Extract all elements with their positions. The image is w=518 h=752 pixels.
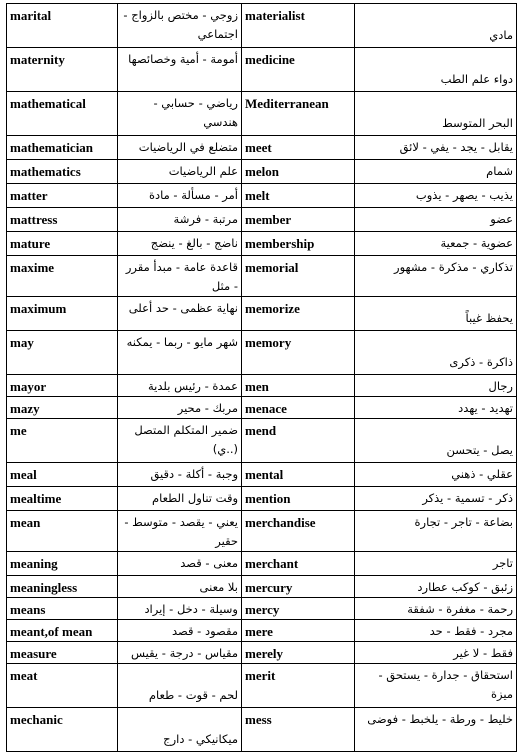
arabic-meaning-left: ناضج - بالغ - ينضج <box>118 232 242 256</box>
arabic-meaning-left: بلا معنى <box>118 576 242 598</box>
arabic-meaning-left: لحم - قوت - طعام <box>118 664 242 708</box>
table-row <box>7 297 517 331</box>
english-term-right: Mediterranean <box>242 92 355 136</box>
english-term-right: meet <box>242 136 355 160</box>
arabic-meaning-left: ضمير المتكلم المتصل (..ي) <box>118 419 242 463</box>
english-term-left: mathematician <box>7 136 118 160</box>
english-term-right: merit <box>242 664 355 708</box>
english-term-left: mattress <box>7 208 118 232</box>
english-term-left: may <box>7 331 118 375</box>
arabic-meaning-right: رجال <box>355 375 517 397</box>
arabic-meaning-right: يحفظ غيباً <box>355 297 517 331</box>
english-term-right: merely <box>242 642 355 664</box>
english-term-left: mayor <box>7 375 118 397</box>
english-term-right: mental <box>242 463 355 487</box>
table-row <box>7 511 517 552</box>
english-term-left: means <box>7 598 118 620</box>
arabic-meaning-right: بضاعة - تاجر - تجارة <box>355 511 517 552</box>
arabic-meaning-right: ذاكرة - ذكرى <box>355 331 517 375</box>
english-term-right: mercy <box>242 598 355 620</box>
table-row <box>7 620 517 642</box>
english-term-left: measure <box>7 642 118 664</box>
table-row <box>7 136 517 160</box>
glossary-table <box>6 3 517 752</box>
arabic-meaning-left: شهر مايو - ربما - يمكنه <box>118 331 242 375</box>
table-row <box>7 598 517 620</box>
english-term-left: meal <box>7 463 118 487</box>
english-term-right: memory <box>242 331 355 375</box>
table-row <box>7 576 517 598</box>
english-term-left: meaningless <box>7 576 118 598</box>
english-term-right: melon <box>242 160 355 184</box>
arabic-meaning-right: البحر المتوسط <box>355 92 517 136</box>
english-term-right: mercury <box>242 576 355 598</box>
table-row <box>7 48 517 92</box>
arabic-meaning-right: يقابل - يجد - يفي - لائق <box>355 136 517 160</box>
english-term-left: mazy <box>7 397 118 419</box>
table-row <box>7 184 517 208</box>
arabic-meaning-right: استحقاق - جدارة - يستحق - ميزة <box>355 664 517 708</box>
arabic-meaning-right: فقط - لا غير <box>355 642 517 664</box>
arabic-meaning-right: عضو <box>355 208 517 232</box>
table-row <box>7 463 517 487</box>
english-term-right: mend <box>242 419 355 463</box>
english-term-right: menace <box>242 397 355 419</box>
arabic-meaning-right: يذيب - يصهر - يذوب <box>355 184 517 208</box>
arabic-meaning-left: متضلع في الرياضيات <box>118 136 242 160</box>
english-term-left: matter <box>7 184 118 208</box>
english-term-right: member <box>242 208 355 232</box>
english-term-right: medicine <box>242 48 355 92</box>
english-term-right: materialist <box>242 4 355 48</box>
english-term-left: mature <box>7 232 118 256</box>
table-row <box>7 375 517 397</box>
english-term-left: meant,of mean <box>7 620 118 642</box>
arabic-meaning-right: تاجر <box>355 552 517 576</box>
glossary-body <box>7 4 517 752</box>
table-row <box>7 232 517 256</box>
table-row <box>7 664 517 708</box>
arabic-meaning-right: تهديد - يهدد <box>355 397 517 419</box>
table-row <box>7 4 517 48</box>
arabic-meaning-left: نهاية عظمى - حد أعلى <box>118 297 242 331</box>
arabic-meaning-left: عمدة - رئيس بلدية <box>118 375 242 397</box>
table-row <box>7 397 517 419</box>
arabic-meaning-right: زئبق - كوكب عطارد <box>355 576 517 598</box>
table-row <box>7 331 517 375</box>
arabic-meaning-left: ميكانيكي - دارج <box>118 708 242 752</box>
table-row <box>7 708 517 752</box>
arabic-meaning-right: يصل - يتحسن <box>355 419 517 463</box>
arabic-meaning-left: معنى - قصد <box>118 552 242 576</box>
arabic-meaning-right: رحمة - مغفرة - شفقة <box>355 598 517 620</box>
arabic-meaning-left: وسيلة - دخل - إيراد <box>118 598 242 620</box>
arabic-meaning-right: مادي <box>355 4 517 48</box>
english-term-left: maxime <box>7 256 118 297</box>
table-row <box>7 552 517 576</box>
english-term-right: mess <box>242 708 355 752</box>
arabic-meaning-right: مجرد - فقط - حد <box>355 620 517 642</box>
arabic-meaning-left: رياضي - حسابي - هندسي <box>118 92 242 136</box>
english-term-right: memorize <box>242 297 355 331</box>
arabic-meaning-left: أمر - مسألة - مادة <box>118 184 242 208</box>
english-term-left: mechanic <box>7 708 118 752</box>
english-term-left: marital <box>7 4 118 48</box>
arabic-meaning-right: ذكر - تسمية - يذكر <box>355 487 517 511</box>
english-term-left: me <box>7 419 118 463</box>
arabic-meaning-left: زوجي - مختص بالزواج - اجتماعي <box>118 4 242 48</box>
arabic-meaning-left: مربك - محير <box>118 397 242 419</box>
arabic-meaning-left: وقت تناول الطعام <box>118 487 242 511</box>
english-term-left: meat <box>7 664 118 708</box>
english-term-right: merchant <box>242 552 355 576</box>
table-row <box>7 256 517 297</box>
table-row <box>7 419 517 463</box>
english-term-right: memorial <box>242 256 355 297</box>
arabic-meaning-left: قاعدة عامة - مبدأ مقرر - مثل <box>118 256 242 297</box>
arabic-meaning-right: عضوية - جمعية <box>355 232 517 256</box>
table-row <box>7 92 517 136</box>
english-term-right: melt <box>242 184 355 208</box>
table-row <box>7 487 517 511</box>
english-term-left: maternity <box>7 48 118 92</box>
arabic-meaning-left: مقياس - درجة - يقيس <box>118 642 242 664</box>
english-term-right: mention <box>242 487 355 511</box>
arabic-meaning-left: يعني - يقصد - متوسط - حقير <box>118 511 242 552</box>
english-term-left: meaning <box>7 552 118 576</box>
arabic-meaning-left: أمومة - أمية وخصائصها <box>118 48 242 92</box>
english-term-right: mere <box>242 620 355 642</box>
arabic-meaning-right: دواء علم الطب <box>355 48 517 92</box>
english-term-left: maximum <box>7 297 118 331</box>
table-row <box>7 642 517 664</box>
english-term-right: membership <box>242 232 355 256</box>
english-term-right: merchandise <box>242 511 355 552</box>
english-term-left: mean <box>7 511 118 552</box>
english-term-left: mathematical <box>7 92 118 136</box>
arabic-meaning-right: شمام <box>355 160 517 184</box>
arabic-meaning-left: مقصود - قصد <box>118 620 242 642</box>
english-term-left: mealtime <box>7 487 118 511</box>
arabic-meaning-left: علم الرياضيات <box>118 160 242 184</box>
table-row <box>7 160 517 184</box>
arabic-meaning-right: تذكاري - مذكرة - مشهور <box>355 256 517 297</box>
english-term-right: men <box>242 375 355 397</box>
arabic-meaning-left: مرتبة - فرشة <box>118 208 242 232</box>
english-term-left: mathematics <box>7 160 118 184</box>
arabic-meaning-right: عقلي - ذهني <box>355 463 517 487</box>
arabic-meaning-right: خليط - ورطة - يلخبط - فوضى <box>355 708 517 752</box>
arabic-meaning-left: وجبة - أكلة - دقيق <box>118 463 242 487</box>
table-row <box>7 208 517 232</box>
